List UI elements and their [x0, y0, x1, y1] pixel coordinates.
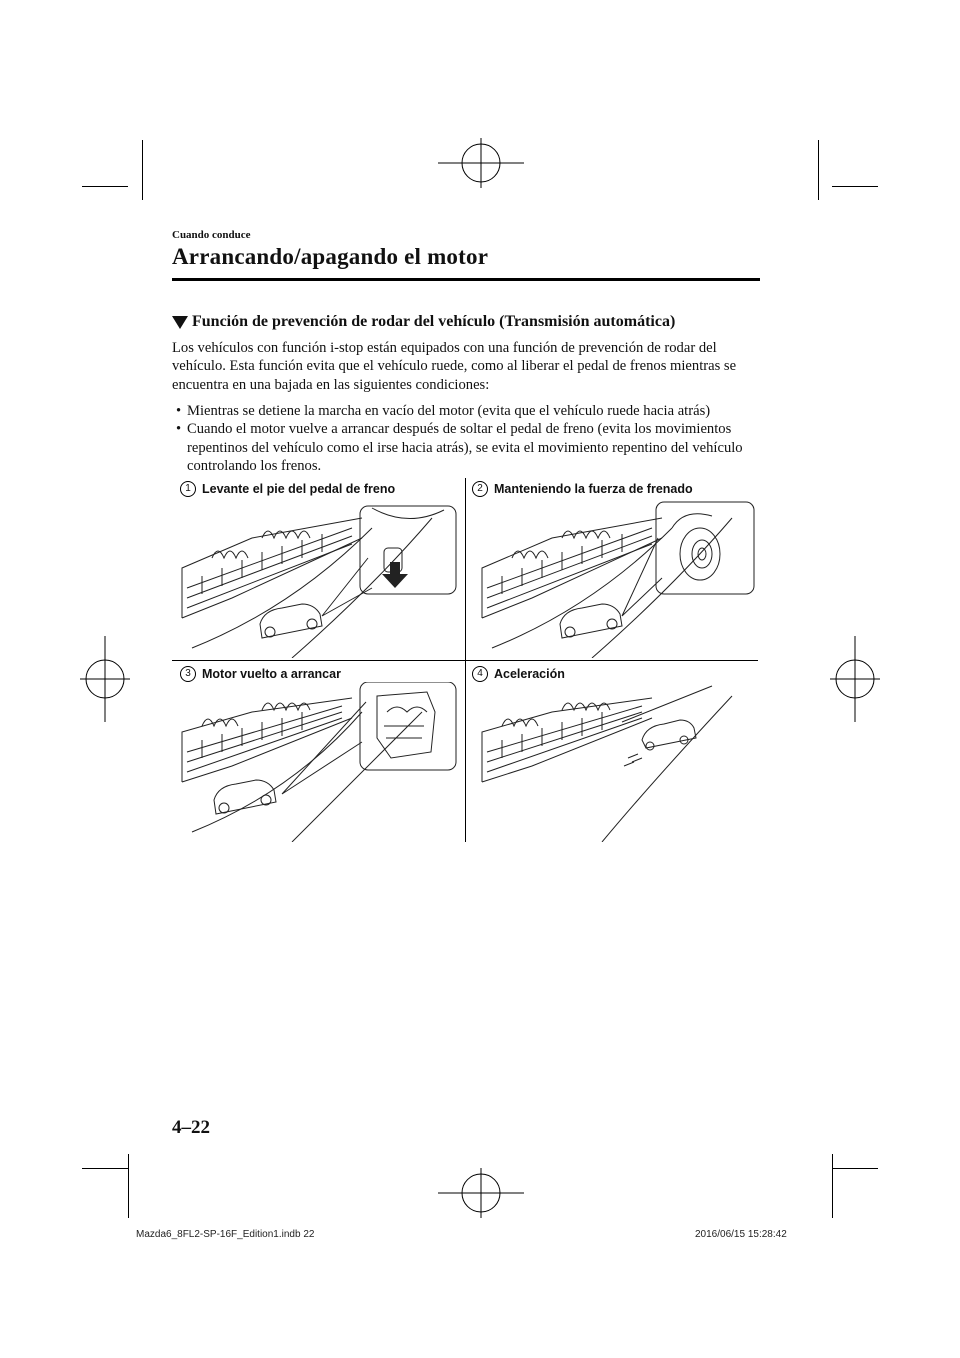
list-item-text: Mientras se detiene la marcha en vacío del motor (evita que el vehículo ruede hacia atrás): [187, 403, 711, 419]
illustration-release-brake: [172, 498, 462, 658]
illustration-engine-restart: [172, 682, 462, 842]
panel-caption-3: 3 Motor vuelto a arrancar: [180, 666, 341, 682]
bullet-list: [176, 402, 766, 476]
registration-mark: [438, 138, 524, 188]
page-title: Arrancando/apagando el motor: [172, 244, 489, 269]
crop-mark: [832, 1168, 878, 1169]
panel-number: 2: [472, 481, 488, 497]
panel-number: 3: [180, 666, 196, 682]
panel-caption-2: 2 Manteniendo la fuerza de frenado: [472, 481, 693, 497]
crop-mark: [832, 1154, 833, 1218]
section-label: Cuando conduce: [172, 229, 251, 241]
crop-mark: [82, 186, 128, 187]
registration-mark: [438, 1168, 524, 1218]
figure-divider-horizontal: [172, 660, 758, 661]
bullet-marker: •: [176, 403, 182, 419]
bullet-marker: •: [176, 421, 182, 438]
crop-mark: [142, 140, 143, 200]
body-paragraph: Los vehículos con función i-stop están equipados con una función de prevención de rodar del vehículo. Esta función evita que el vehículo ruede, como al liberar el pedal de frenos mientras se encuentra en una bajada en las siguientes condiciones:: [172, 340, 737, 393]
panel-number: 1: [180, 481, 196, 497]
crop-mark: [82, 1168, 128, 1169]
crop-mark: [128, 1154, 129, 1218]
subheading-text: Función de prevención de rodar del vehículo (Transmisión automática): [192, 313, 676, 330]
registration-mark: [80, 636, 130, 722]
panel-caption-4: 4 Aceleración: [472, 666, 565, 682]
triangle-down-icon: [172, 316, 188, 329]
list-item-text: Cuando el motor vuelve a arrancar después de soltar el pedal de freno (evita los movimientos repentinos del vehículo como el irse hacia atrás), se evita el movimiento repentino del vehículo controlando los frenos.: [187, 421, 743, 475]
crop-mark: [832, 186, 878, 187]
registration-mark: [830, 636, 880, 722]
list-item: [176, 420, 766, 475]
illustration-hold-brake: [472, 498, 762, 658]
page-number: 4–22: [172, 1117, 210, 1138]
subheading: [172, 313, 675, 331]
panel-number: 4: [472, 666, 488, 682]
panel-caption-1: 1 Levante el pie del pedal de freno: [180, 481, 395, 497]
list-item: [176, 402, 766, 420]
illustration-acceleration: [472, 682, 762, 842]
print-timestamp: 2016/06/15 15:28:42: [695, 1229, 787, 1240]
print-file-info: Mazda6_8FL2-SP-16F_Edition1.indb 22: [136, 1229, 315, 1240]
crop-mark: [818, 140, 819, 200]
title-divider: [172, 278, 760, 281]
